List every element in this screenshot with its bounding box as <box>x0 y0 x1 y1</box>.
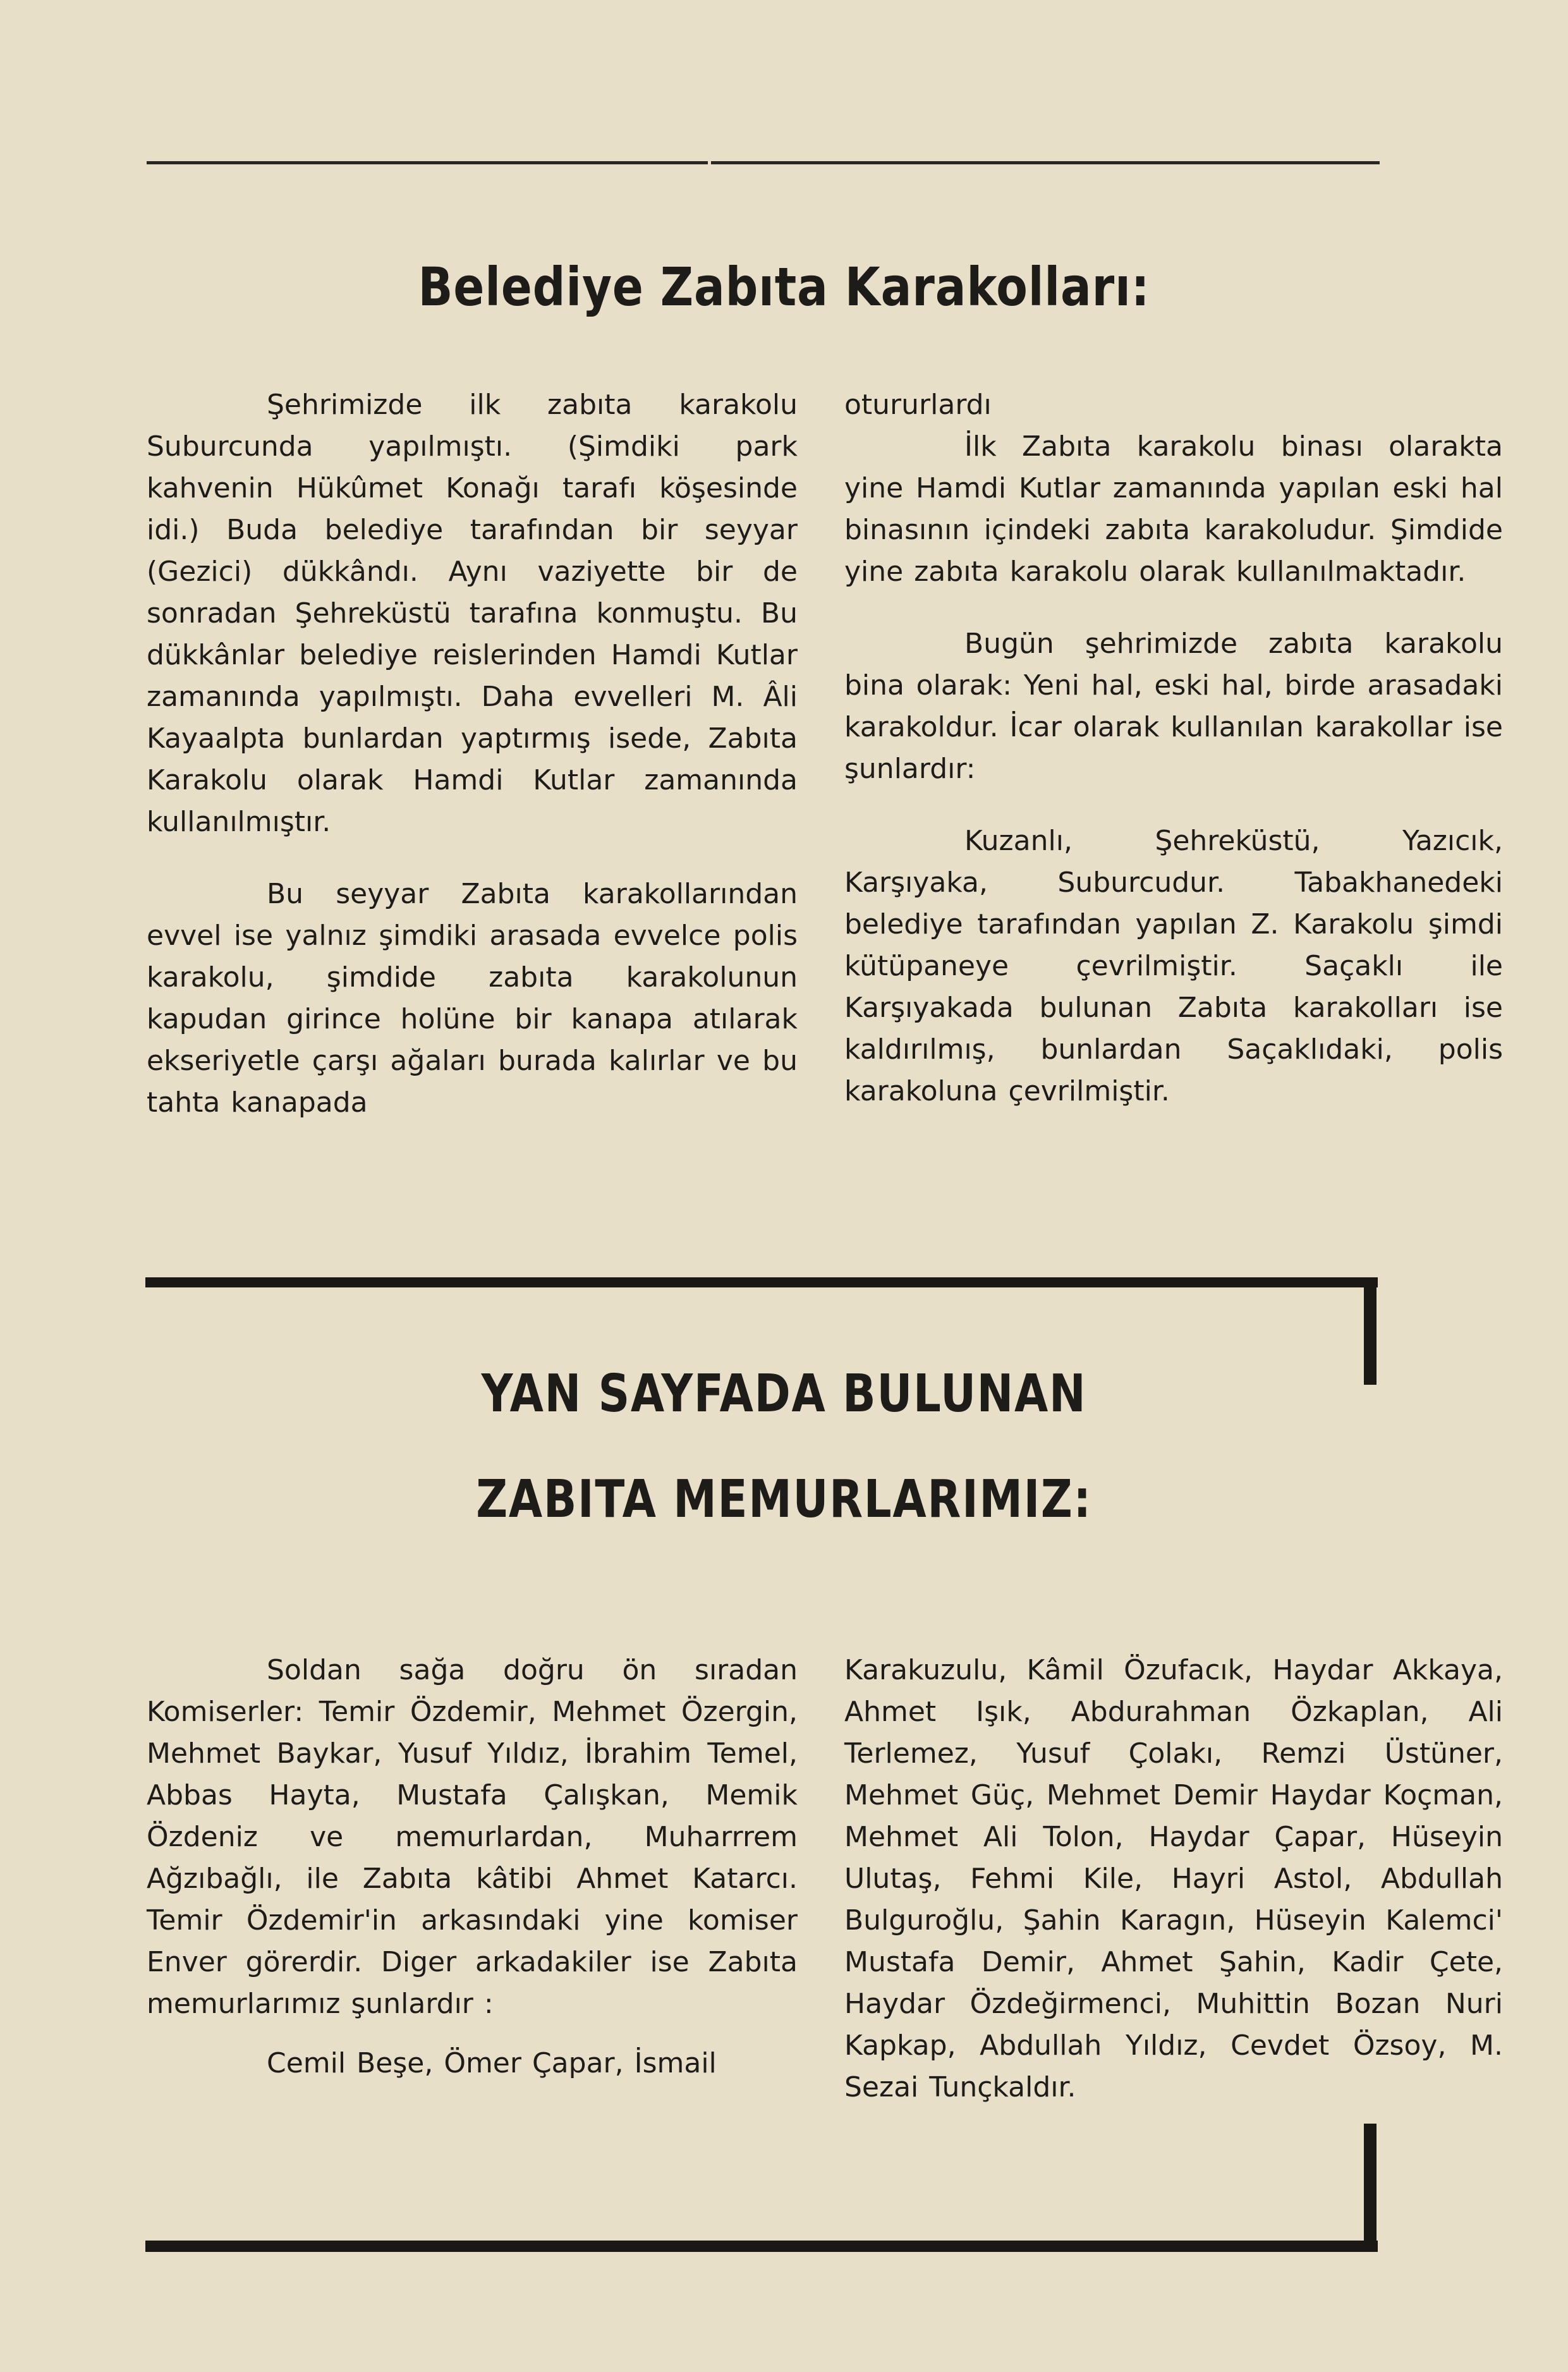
section2-left-paragraph-1: Soldan sağa doğru ön sıradan Komiserler: Temir Özdemir, Mehmet Özergin, Mehmet Baykar, Yusuf Yıldız, İbrahim Temel, Abbas Hayta, Mustafa Çalışkan, Memik Özdeniz ve memurlardan, Muharrrem Ağzıbağlı, ile Zabıta kâtibi Ahmet Katarcı. Temir Özdemir'in arkasındaki yine komiser Enver görerdir. Diger arkadakiler ise Zabıta memurlarımız şunlardır : <box>147 1654 798 2020</box>
section2-right-paragraph: Karakuzulu, Kâmil Özufacık, Haydar Akkaya, Ahmet Işık, Abdurahman Özkaplan, Ali Terlemez, Yusuf Çolakı, Remzi Üstüner, Mehmet Güç, Mehmet Demir Haydar Koçman, Mehmet Ali Tolon, Haydar Çapar, Hüseyin Ulutaş, Fehmi Kile, Hayri Astol, Abdullah Bulguroğlu, Şahin Karagın, Hüseyin Kalemci' Mustafa Demir, Ahmet Şahin, Kadir Çete, Haydar Özdeğirmenci, Muhittin Bozan Nuri Kapkap, Abdullah Yıldız, Cevdet Özsoy, M. Sezai Tunçkaldır. <box>844 1654 1503 2103</box>
section1-right-continuation: otururlardı <box>844 389 992 421</box>
top-rule-left <box>147 161 708 164</box>
section2-left-column <box>147 1650 798 2084</box>
section1-left-paragraph-2: Bu seyyar Zabıta karakollarından evvel ise yalnız şimdiki arasada evvelce polis karakolu, şimdide zabıta karakolunun kapudan girince holüne bir kanapa atılarak ekseriyetle çarşı ağaları burada kalırlar ve bu tahta kanapada <box>147 878 798 1119</box>
section1-left-paragraph-1: Şehrimizde ilk zabıta karakolu Suburcunda yapılmıştı. (Şimdiki park kahvenin Hükûmet Konağı tarafı köşesinde idi.) Buda belediye tarafından bir seyyar (Gezici) dükkândı. Aynı vaziyette bir de sonradan Şehreküstü tarafına konmuştu. Bu dükkânlar belediye reislerinden Hamdi Kutlar zamanında yapılmıştı. Daha evvelleri M. Âli Kayaalpta bunlardan yaptırmış isede, Zabıta Karakolu olarak Hamdi Kutlar zamanında kullanılmıştır. <box>147 389 798 838</box>
section1-right-paragraph-2: Bugün şehrimizde zabıta karakolu bina olarak: Yeni hal, eski hal, birde arasadaki karakoldur. İcar olarak kullanılan karakollar ise şunlardır: <box>844 628 1503 785</box>
box-bottom-border <box>145 2241 1378 2252</box>
section1-left-column <box>147 384 798 1124</box>
box-right-border-bottom <box>1364 2124 1377 2252</box>
box-title-line-1: YAN SAYFADA BULUNAN <box>481 1364 1087 1424</box>
section2-left-paragraph-2: Cemil Beşe, Ömer Çapar, İsmail <box>267 2047 717 2079</box>
box-top-border <box>145 1277 1378 1287</box>
section1-right-paragraph-3: Kuzanlı, Şehreküstü, Yazıcık, Karşıyaka, Suburcudur. Tabakhanedeki belediye tarafından yapılan Z. Karakolu şimdi kütüpaneye çevrilmiştir. Saçaklı ile Karşıyakada bulunan Zabıta karakolları ise kaldırılmış, bunlardan Saçaklıdaki, polis karakoluna çevrilmiştir. <box>844 825 1503 1107</box>
box-title-line-2: ZABITA MEMURLARIMIZ: <box>476 1469 1092 1530</box>
article-title: Belediye Zabıta Karakolları: <box>418 256 1150 318</box>
section1-right-column <box>844 384 1503 1112</box>
section1-right-paragraph-1: İlk Zabıta karakolu binası olarakta yine Hamdi Kutlar zamanında yapılan eski hal binasının içindeki zabıta karakoludur. Şimdide yine zabıta karakolu olarak kullanılmaktadır. <box>844 430 1503 588</box>
top-rule-right <box>711 161 1380 164</box>
section2-right-column <box>844 1650 1503 2108</box>
